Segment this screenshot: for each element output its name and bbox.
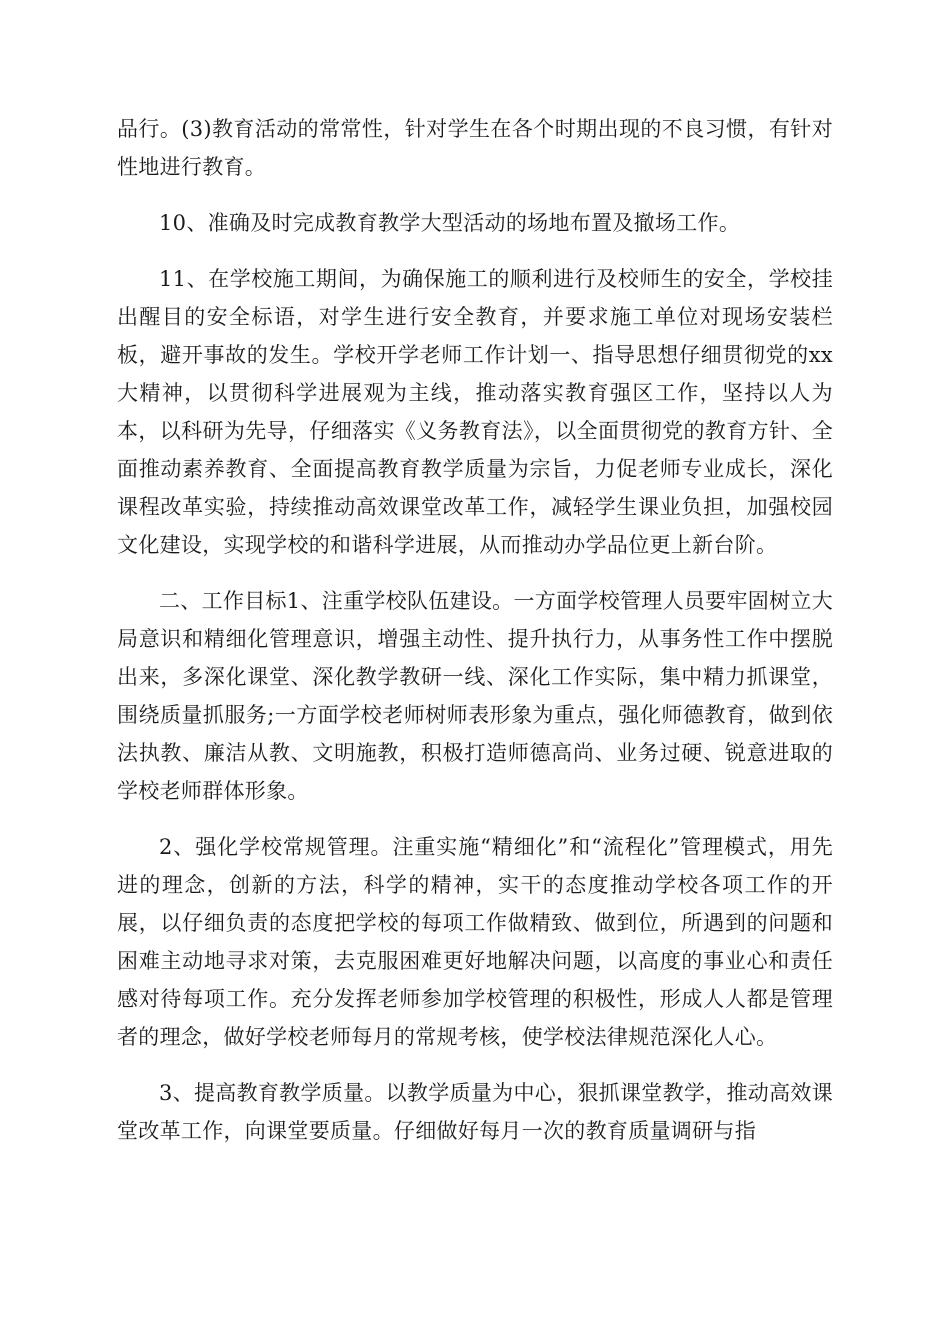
paragraph-2: 10、准确及时完成教育教学大型活动的场地布置及撤场工作。	[159, 211, 741, 235]
paragraph-4: 二、工作目标1、注重学校队伍建设。一方面学校管理人员要牢固树立大局意识和精细化管理意识，增强主动性、提升执行力，从事务性工作中摆脱出来，多深化课堂、深化教学教研一线、深化工作实际，集中精力抓课堂，围绕质量抓服务;一方面学校老师树师表形象为重点，强化师德教育，做到依法执教、廉洁从教、文明施教，积极打造师德高尚、业务过硬、锐意进取的学校老师群体形象。	[117, 589, 833, 803]
paragraph-6: 3、提高教育教学质量。以教学质量为中心，狠抓课堂教学，推动高效课堂改革工作，向课堂要质量。仔细做好每月一次的教育质量调研与指	[117, 1081, 833, 1143]
paragraph-1: 品行。(3)教育活动的常常性，针对学生在各个时期出现的不良习惯，有针对性地进行教育。	[117, 117, 833, 179]
paragraph-5: 2、强化学校常规管理。注重实施“精细化”和“流程化”管理模式，用先进的理念，创新的方法，科学的精神，实干的态度推动学校各项工作的开展，以仔细负责的态度把学校的每项工作做精致、做到位，所遇到的问题和困难主动地寻求对策，去克服困难更好地解决问题，以高度的事业心和责任感对待每项工作。充分发挥老师参加学校管理的积极性，形成人人都是管理者的理念，做好学校老师每月的常规考核，使学校法律规范深化人心。	[117, 835, 833, 1049]
paragraph-3: 11、在学校施工期间，为确保施工的顺利进行及校师生的安全，学校挂出醒目的安全标语，对学生进行安全教育，并要求施工单位对现场安装栏板，避开事故的发生。学校开学老师工作计划一、指导思想仔细贯彻党的xx大精神，以贯彻科学进展观为主线，推动落实教育强区工作，坚持以人为本，以科研为先导，仔细落实《义务教育法》，以全面贯彻党的教育方针、全面推动素养教育、全面提高教育教学质量为宗旨，力促老师专业成长，深化课程改革实验，持续推动高效课堂改革工作，减轻学生课业负担，加强校园文化建设，实现学校的和谐科学进展，从而推动办学品位更上新台阶。	[117, 267, 833, 557]
document-body	[117, 110, 833, 1168]
